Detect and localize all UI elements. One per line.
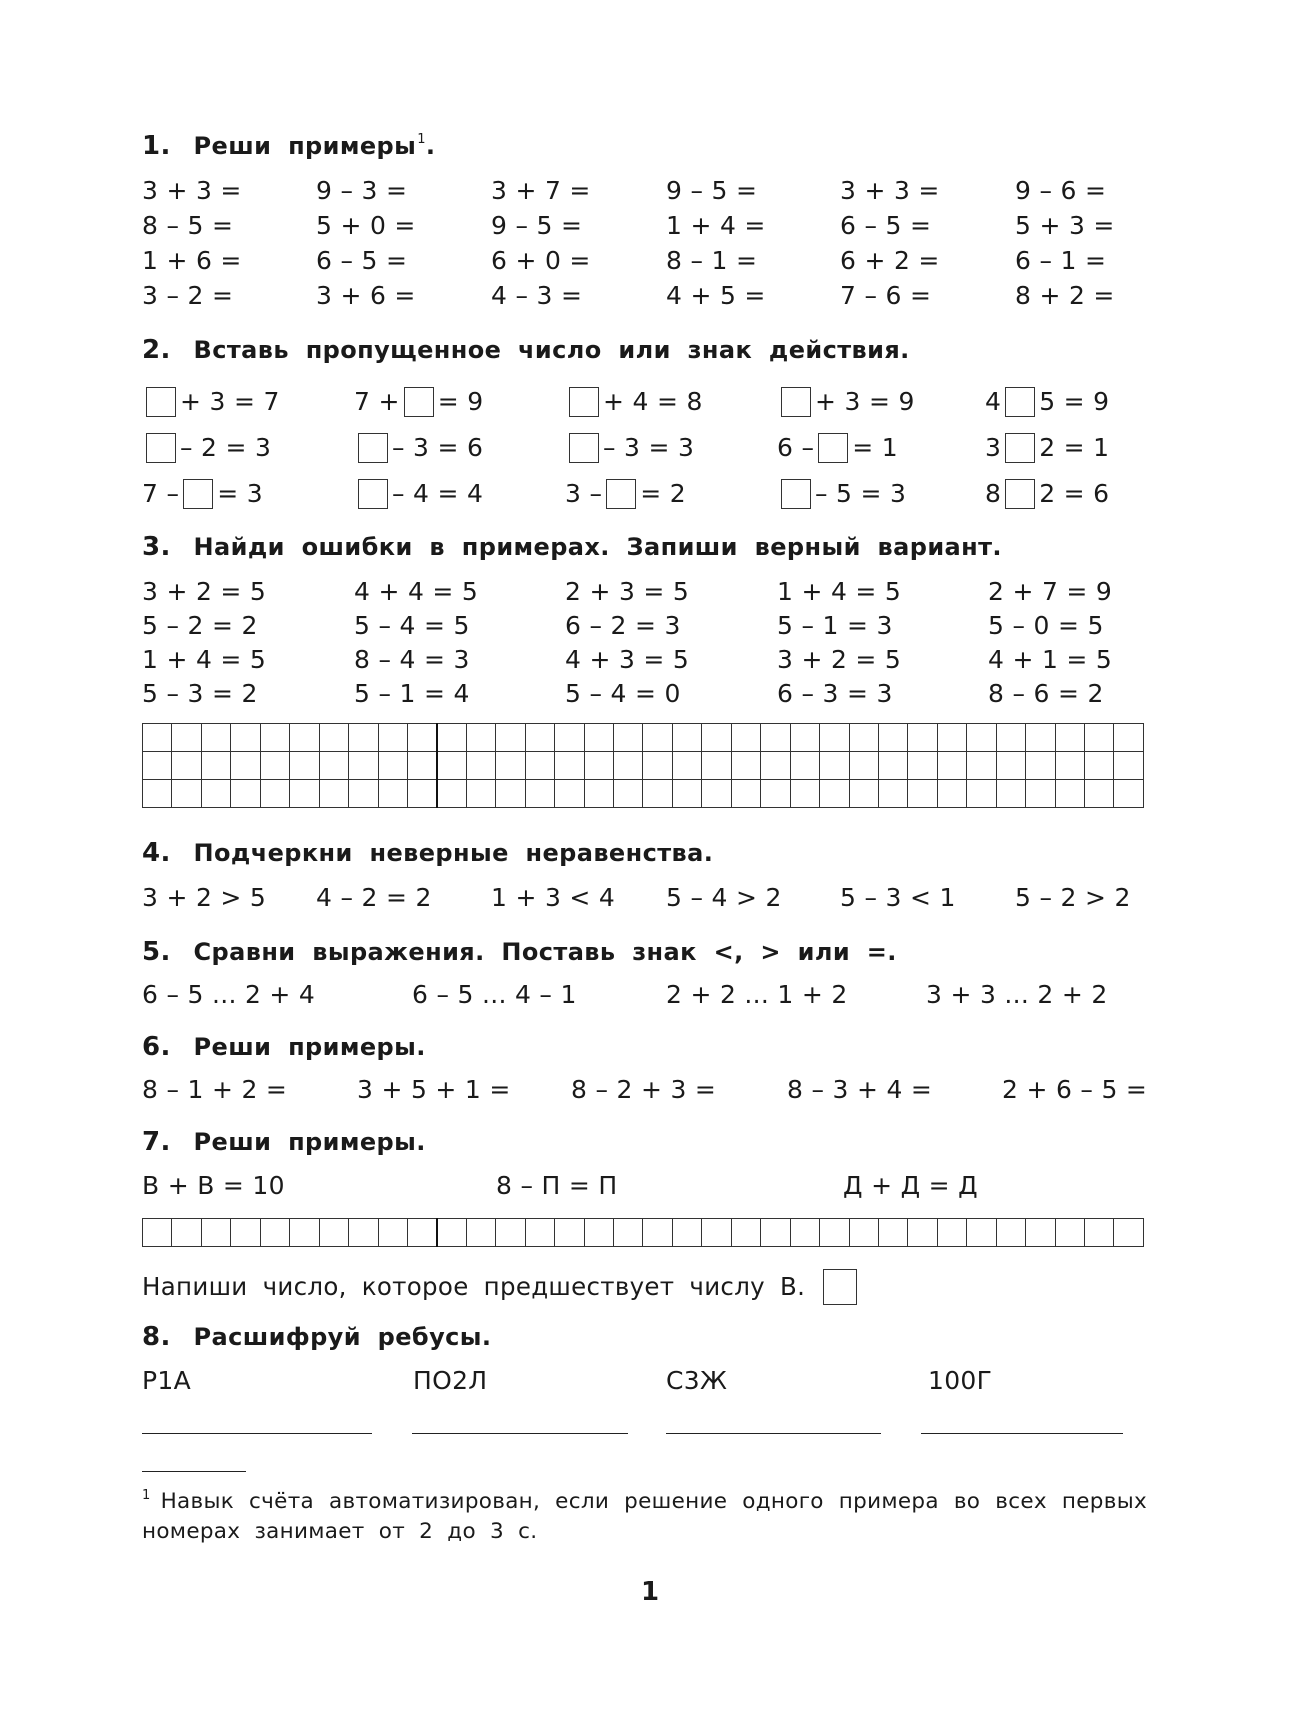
answer-box[interactable] xyxy=(1005,387,1035,417)
grid-cell[interactable] xyxy=(1085,780,1114,808)
grid-cell[interactable] xyxy=(849,780,878,808)
missing-example: 7 + = 9 xyxy=(354,387,484,416)
task-5-heading xyxy=(142,937,897,967)
answer-line[interactable] xyxy=(412,1433,628,1434)
footnote xyxy=(142,1481,1147,1547)
grid-cell[interactable] xyxy=(1085,724,1114,752)
example: 4 + 5 = xyxy=(666,281,766,310)
grid-cell[interactable] xyxy=(614,724,643,752)
grid-cell[interactable] xyxy=(319,780,348,808)
grid-cell[interactable] xyxy=(1114,780,1144,808)
grid-cell[interactable] xyxy=(319,1219,348,1247)
grid-cell[interactable] xyxy=(143,1219,172,1247)
answer-box[interactable] xyxy=(358,479,388,509)
task-title: Сравни выражения. Поставь знак <, > или =. xyxy=(193,938,897,966)
example: 9 – 5 = xyxy=(666,176,758,205)
example: 6 – 2 = 3 xyxy=(565,611,681,640)
grid-cell[interactable] xyxy=(555,780,584,808)
grid-cell[interactable] xyxy=(672,1219,701,1247)
grid-cell[interactable] xyxy=(908,752,937,780)
example: 4 + 1 = 5 xyxy=(988,645,1113,674)
example: 4 + 3 = 5 xyxy=(565,645,690,674)
task-title: Реши примеры. xyxy=(193,1128,426,1156)
grid-cell[interactable] xyxy=(143,724,172,752)
grid-cell[interactable] xyxy=(201,780,230,808)
grid-cell[interactable] xyxy=(1085,752,1114,780)
grid-cell[interactable] xyxy=(378,724,407,752)
missing-example: 7 – = 3 xyxy=(142,479,263,508)
grid-cell[interactable] xyxy=(996,724,1025,752)
missing-example: – 3 = 6 xyxy=(354,433,483,463)
answer-box[interactable] xyxy=(818,433,848,463)
grid-cell[interactable] xyxy=(260,752,289,780)
task-4-heading xyxy=(142,838,713,868)
example: 1 + 4 = xyxy=(666,211,766,240)
grid-cell[interactable] xyxy=(1085,1219,1114,1247)
grid-cell[interactable] xyxy=(1114,724,1144,752)
task-title: Найди ошибки в примерах. Запиши верный вариант. xyxy=(193,533,1002,561)
example: 8 – 5 = xyxy=(142,211,234,240)
task-title: Вставь пропущенное число или знак действия. xyxy=(193,336,910,364)
grid-cell[interactable] xyxy=(702,752,731,780)
rebus: С3Ж xyxy=(666,1366,728,1395)
grid-cell[interactable] xyxy=(349,724,378,752)
grid-cell[interactable] xyxy=(290,780,319,808)
example: 2 + 7 = 9 xyxy=(988,577,1113,606)
answer-box[interactable] xyxy=(1005,433,1035,463)
grid-cell[interactable] xyxy=(820,1219,849,1247)
grid-cell[interactable] xyxy=(319,724,348,752)
task-number: 1. xyxy=(142,131,171,161)
task-6-heading xyxy=(142,1032,426,1062)
grid-cell[interactable] xyxy=(937,1219,966,1247)
grid-cell[interactable] xyxy=(437,724,466,752)
example: 8 – 1 = xyxy=(666,246,758,275)
grid-cell[interactable] xyxy=(614,1219,643,1247)
grid-cell[interactable] xyxy=(672,752,701,780)
grid-cell[interactable] xyxy=(525,780,554,808)
missing-example: 3 2 = 1 xyxy=(985,433,1110,462)
answer-box[interactable] xyxy=(183,479,213,509)
answer-box[interactable] xyxy=(569,433,599,463)
rebus: ПО2Л xyxy=(413,1366,488,1395)
example: 8 – 1 + 2 = xyxy=(142,1075,288,1104)
footnote-mark: 1 xyxy=(142,1488,151,1503)
grid-cell[interactable] xyxy=(908,724,937,752)
grid-cell[interactable] xyxy=(584,752,613,780)
example: 2 + 3 = 5 xyxy=(565,577,690,606)
example: 9 – 6 = xyxy=(1015,176,1107,205)
comparison: 2 + 2 ... 1 + 2 xyxy=(666,980,848,1009)
grid-cell[interactable] xyxy=(584,1219,613,1247)
grid-cell[interactable] xyxy=(1026,1219,1055,1247)
grid-cell[interactable] xyxy=(1026,752,1055,780)
missing-example: 3 – = 2 xyxy=(565,479,686,508)
task-7-question: Напиши число, которое предшествует числу В. xyxy=(142,1269,861,1305)
answer-box[interactable] xyxy=(569,387,599,417)
letter-example: 8 – П = П xyxy=(496,1171,618,1200)
task-number: 8. xyxy=(142,1322,171,1352)
grid-cell[interactable] xyxy=(820,752,849,780)
grid-cell[interactable] xyxy=(172,1219,201,1247)
grid-cell[interactable] xyxy=(643,780,672,808)
grid-cell[interactable] xyxy=(349,1219,378,1247)
grid-cell[interactable] xyxy=(407,780,436,808)
grid-cell[interactable] xyxy=(967,752,996,780)
example: 8 – 6 = 2 xyxy=(988,679,1104,708)
grid-cell[interactable] xyxy=(790,752,819,780)
grid-cell[interactable] xyxy=(908,1219,937,1247)
example: 5 – 0 = 5 xyxy=(988,611,1104,640)
grid-cell[interactable] xyxy=(996,780,1025,808)
grid-cell[interactable] xyxy=(290,752,319,780)
answer-line[interactable] xyxy=(666,1433,881,1434)
grid-cell[interactable] xyxy=(437,780,466,808)
grid-cell[interactable] xyxy=(496,780,525,808)
grid-cell[interactable] xyxy=(614,780,643,808)
grid-cell[interactable] xyxy=(319,752,348,780)
grid-cell[interactable] xyxy=(260,1219,289,1247)
task-7-heading xyxy=(142,1127,426,1157)
grid-cell[interactable] xyxy=(290,1219,319,1247)
inequality[interactable]: 5 – 3 < 1 xyxy=(840,883,956,912)
grid-cell[interactable] xyxy=(761,752,790,780)
task-title: Реши примеры. xyxy=(193,1033,426,1061)
grid-cell[interactable] xyxy=(407,1219,436,1247)
grid-cell[interactable] xyxy=(378,752,407,780)
example: 9 – 3 = xyxy=(316,176,408,205)
answer-grid[interactable] xyxy=(142,1218,1144,1247)
example: 6 – 5 = xyxy=(316,246,408,275)
comparison: 6 – 5 ... 2 + 4 xyxy=(142,980,316,1009)
answer-box[interactable] xyxy=(1005,479,1035,509)
grid-cell[interactable] xyxy=(407,724,436,752)
grid-cell[interactable] xyxy=(143,780,172,808)
task-number: 2. xyxy=(142,335,171,365)
grid-cell[interactable] xyxy=(555,724,584,752)
example: 5 – 3 = 2 xyxy=(142,679,258,708)
grid-cell[interactable] xyxy=(820,780,849,808)
example: 6 – 3 = 3 xyxy=(777,679,893,708)
example: 1 + 4 = 5 xyxy=(777,577,902,606)
grid-cell[interactable] xyxy=(790,724,819,752)
grid-cell[interactable] xyxy=(1114,1219,1144,1247)
answer-box[interactable] xyxy=(781,479,811,509)
example: 7 – 6 = xyxy=(840,281,932,310)
grid-cell[interactable] xyxy=(937,780,966,808)
grid-cell[interactable] xyxy=(878,1219,907,1247)
grid-cell[interactable] xyxy=(525,752,554,780)
grid-cell[interactable] xyxy=(466,752,495,780)
example: 8 – 4 = 3 xyxy=(354,645,470,674)
answer-line[interactable] xyxy=(921,1433,1123,1434)
grid-cell[interactable] xyxy=(643,752,672,780)
example: 5 + 0 = xyxy=(316,211,416,240)
grid-cell[interactable] xyxy=(260,780,289,808)
grid-cell[interactable] xyxy=(231,1219,260,1247)
example: 8 – 2 + 3 = xyxy=(571,1075,717,1104)
letter-example: Д + Д = Д xyxy=(843,1171,978,1200)
example: 3 + 5 + 1 = xyxy=(357,1075,511,1104)
grid-cell[interactable] xyxy=(231,752,260,780)
task-2-heading xyxy=(142,335,910,365)
grid-cell[interactable] xyxy=(731,1219,760,1247)
grid-cell[interactable] xyxy=(172,724,201,752)
missing-example: 6 – = 1 xyxy=(777,433,898,462)
missing-example: 8 2 = 6 xyxy=(985,479,1110,508)
grid-cell[interactable] xyxy=(820,724,849,752)
grid-cell[interactable] xyxy=(201,724,230,752)
grid-cell[interactable] xyxy=(437,752,466,780)
letter-example: В + В = 10 xyxy=(142,1171,285,1200)
comparison: 6 – 5 ... 4 – 1 xyxy=(412,980,577,1009)
grid-cell[interactable] xyxy=(1026,780,1055,808)
missing-example: 4 5 = 9 xyxy=(985,387,1110,416)
rebus: Р1А xyxy=(142,1366,191,1395)
example: 4 – 3 = xyxy=(491,281,583,310)
grid-cell[interactable] xyxy=(201,1219,230,1247)
grid-cell[interactable] xyxy=(878,724,907,752)
example: 1 + 6 = xyxy=(142,246,242,275)
page-number: 1 xyxy=(640,1577,660,1607)
example: 3 – 2 = xyxy=(142,281,234,310)
task-number: 3. xyxy=(142,532,171,562)
grid-cell[interactable] xyxy=(849,724,878,752)
grid-cell[interactable] xyxy=(349,780,378,808)
grid-cell[interactable] xyxy=(996,1219,1025,1247)
grid-cell[interactable] xyxy=(731,780,760,808)
task-number: 6. xyxy=(142,1032,171,1062)
footnote-mark: 1 xyxy=(417,132,426,147)
grid-cell[interactable] xyxy=(878,752,907,780)
task-title: Реши примеры xyxy=(193,132,417,160)
answer-box[interactable] xyxy=(606,479,636,509)
example: 3 + 6 = xyxy=(316,281,416,310)
grid-cell[interactable] xyxy=(996,752,1025,780)
example: 6 – 5 = xyxy=(840,211,932,240)
answer-box[interactable] xyxy=(823,1269,857,1305)
missing-example: + 3 = 7 xyxy=(142,387,280,417)
example: 5 – 4 = 0 xyxy=(565,679,681,708)
missing-example: + 3 = 9 xyxy=(777,387,915,417)
task-title: Подчеркни неверные неравенства. xyxy=(193,839,714,867)
grid-cell[interactable] xyxy=(849,1219,878,1247)
answer-box[interactable] xyxy=(146,433,176,463)
grid-cell[interactable] xyxy=(702,724,731,752)
grid-cell[interactable] xyxy=(937,752,966,780)
grid-cell[interactable] xyxy=(1114,752,1144,780)
grid-cell[interactable] xyxy=(584,780,613,808)
grid-cell[interactable] xyxy=(761,1219,790,1247)
missing-example: – 4 = 4 xyxy=(354,479,483,509)
example: 5 – 1 = 3 xyxy=(777,611,893,640)
grid-cell[interactable] xyxy=(231,780,260,808)
grid-cell[interactable] xyxy=(555,752,584,780)
missing-example: – 3 = 3 xyxy=(565,433,694,463)
grid-cell[interactable] xyxy=(1055,780,1084,808)
task-number: 7. xyxy=(142,1127,171,1157)
grid-cell[interactable] xyxy=(496,752,525,780)
grid-cell[interactable] xyxy=(937,724,966,752)
grid-cell[interactable] xyxy=(790,1219,819,1247)
inequality[interactable]: 4 – 2 = 2 xyxy=(316,883,432,912)
grid-cell[interactable] xyxy=(378,780,407,808)
answer-box[interactable] xyxy=(404,387,434,417)
example: 5 + 3 = xyxy=(1015,211,1115,240)
grid-cell[interactable] xyxy=(908,780,937,808)
grid-cell[interactable] xyxy=(466,1219,495,1247)
grid-cell[interactable] xyxy=(525,1219,554,1247)
example: 2 + 6 – 5 = xyxy=(1002,1075,1148,1104)
footnote-separator xyxy=(142,1471,246,1472)
grid-cell[interactable] xyxy=(790,780,819,808)
answer-box[interactable] xyxy=(781,387,811,417)
missing-example: – 5 = 3 xyxy=(777,479,906,509)
example: 9 – 5 = xyxy=(491,211,583,240)
inequality[interactable]: 3 + 2 > 5 xyxy=(142,883,267,912)
footnote-text: Навык счёта автоматизирован, если решение одного примера во всех первых номерах занимает от 2 до 3 с. xyxy=(142,1489,1147,1544)
task-3-heading xyxy=(142,532,1002,562)
grid-cell[interactable] xyxy=(878,780,907,808)
grid-cell[interactable] xyxy=(967,724,996,752)
grid-cell[interactable] xyxy=(643,1219,672,1247)
example: 4 + 4 = 5 xyxy=(354,577,479,606)
grid-cell[interactable] xyxy=(702,780,731,808)
example: 3 + 2 = 5 xyxy=(777,645,902,674)
comparison: 3 + 3 ... 2 + 2 xyxy=(926,980,1108,1009)
grid-cell[interactable] xyxy=(260,724,289,752)
grid-cell[interactable] xyxy=(672,724,701,752)
answer-box[interactable] xyxy=(146,387,176,417)
example: 1 + 4 = 5 xyxy=(142,645,267,674)
example: 6 + 2 = xyxy=(840,246,940,275)
example: 6 + 0 = xyxy=(491,246,591,275)
grid-cell[interactable] xyxy=(437,1219,466,1247)
grid-cell[interactable] xyxy=(231,724,260,752)
example: 5 – 4 = 5 xyxy=(354,611,470,640)
grid-cell[interactable] xyxy=(407,752,436,780)
example: 3 + 2 = 5 xyxy=(142,577,267,606)
missing-example: + 4 = 8 xyxy=(565,387,703,417)
missing-example: – 2 = 3 xyxy=(142,433,271,463)
grid-cell[interactable] xyxy=(466,724,495,752)
grid-cell[interactable] xyxy=(555,1219,584,1247)
grid-cell[interactable] xyxy=(290,724,319,752)
grid-cell[interactable] xyxy=(172,752,201,780)
example: 5 – 2 = 2 xyxy=(142,611,258,640)
answer-line[interactable] xyxy=(142,1433,372,1434)
inequality[interactable]: 5 – 2 > 2 xyxy=(1015,883,1131,912)
grid-cell[interactable] xyxy=(349,752,378,780)
example: 3 + 7 = xyxy=(491,176,591,205)
grid-cell[interactable] xyxy=(731,752,760,780)
grid-cell[interactable] xyxy=(967,780,996,808)
example: 8 + 2 = xyxy=(1015,281,1115,310)
example: 8 – 3 + 4 = xyxy=(787,1075,933,1104)
example: 3 + 3 = xyxy=(840,176,940,205)
grid-cell[interactable] xyxy=(731,724,760,752)
grid-cell[interactable] xyxy=(761,780,790,808)
example: 3 + 3 = xyxy=(142,176,242,205)
example: 6 – 1 = xyxy=(1015,246,1107,275)
grid-cell[interactable] xyxy=(584,724,613,752)
grid-cell[interactable] xyxy=(525,724,554,752)
example: 5 – 1 = 4 xyxy=(354,679,470,708)
grid-cell[interactable] xyxy=(1055,1219,1084,1247)
grid-cell[interactable] xyxy=(1055,752,1084,780)
inequality[interactable]: 5 – 4 > 2 xyxy=(666,883,782,912)
grid-cell[interactable] xyxy=(378,1219,407,1247)
grid-cell[interactable] xyxy=(143,752,172,780)
grid-cell[interactable] xyxy=(643,724,672,752)
answer-box[interactable] xyxy=(358,433,388,463)
inequality[interactable]: 1 + 3 < 4 xyxy=(491,883,616,912)
grid-cell[interactable] xyxy=(201,752,230,780)
grid-cell[interactable] xyxy=(614,752,643,780)
grid-cell[interactable] xyxy=(672,780,701,808)
grid-cell[interactable] xyxy=(172,780,201,808)
rebus: 100Г xyxy=(928,1366,993,1395)
task-number: 4. xyxy=(142,838,171,868)
grid-cell[interactable] xyxy=(761,724,790,752)
grid-cell[interactable] xyxy=(1055,724,1084,752)
grid-cell[interactable] xyxy=(466,780,495,808)
grid-cell[interactable] xyxy=(496,724,525,752)
grid-cell[interactable] xyxy=(967,1219,996,1247)
task-number: 5. xyxy=(142,937,171,967)
task-8-heading xyxy=(142,1322,491,1352)
grid-cell[interactable] xyxy=(849,752,878,780)
grid-cell[interactable] xyxy=(702,1219,731,1247)
grid-cell[interactable] xyxy=(1026,724,1055,752)
answer-grid[interactable] xyxy=(142,723,1144,808)
task-title: Расшифруй ребусы. xyxy=(193,1323,492,1351)
task-1-heading: 1. Реши примеры$^1$. xyxy=(142,131,436,161)
grid-cell[interactable] xyxy=(496,1219,525,1247)
